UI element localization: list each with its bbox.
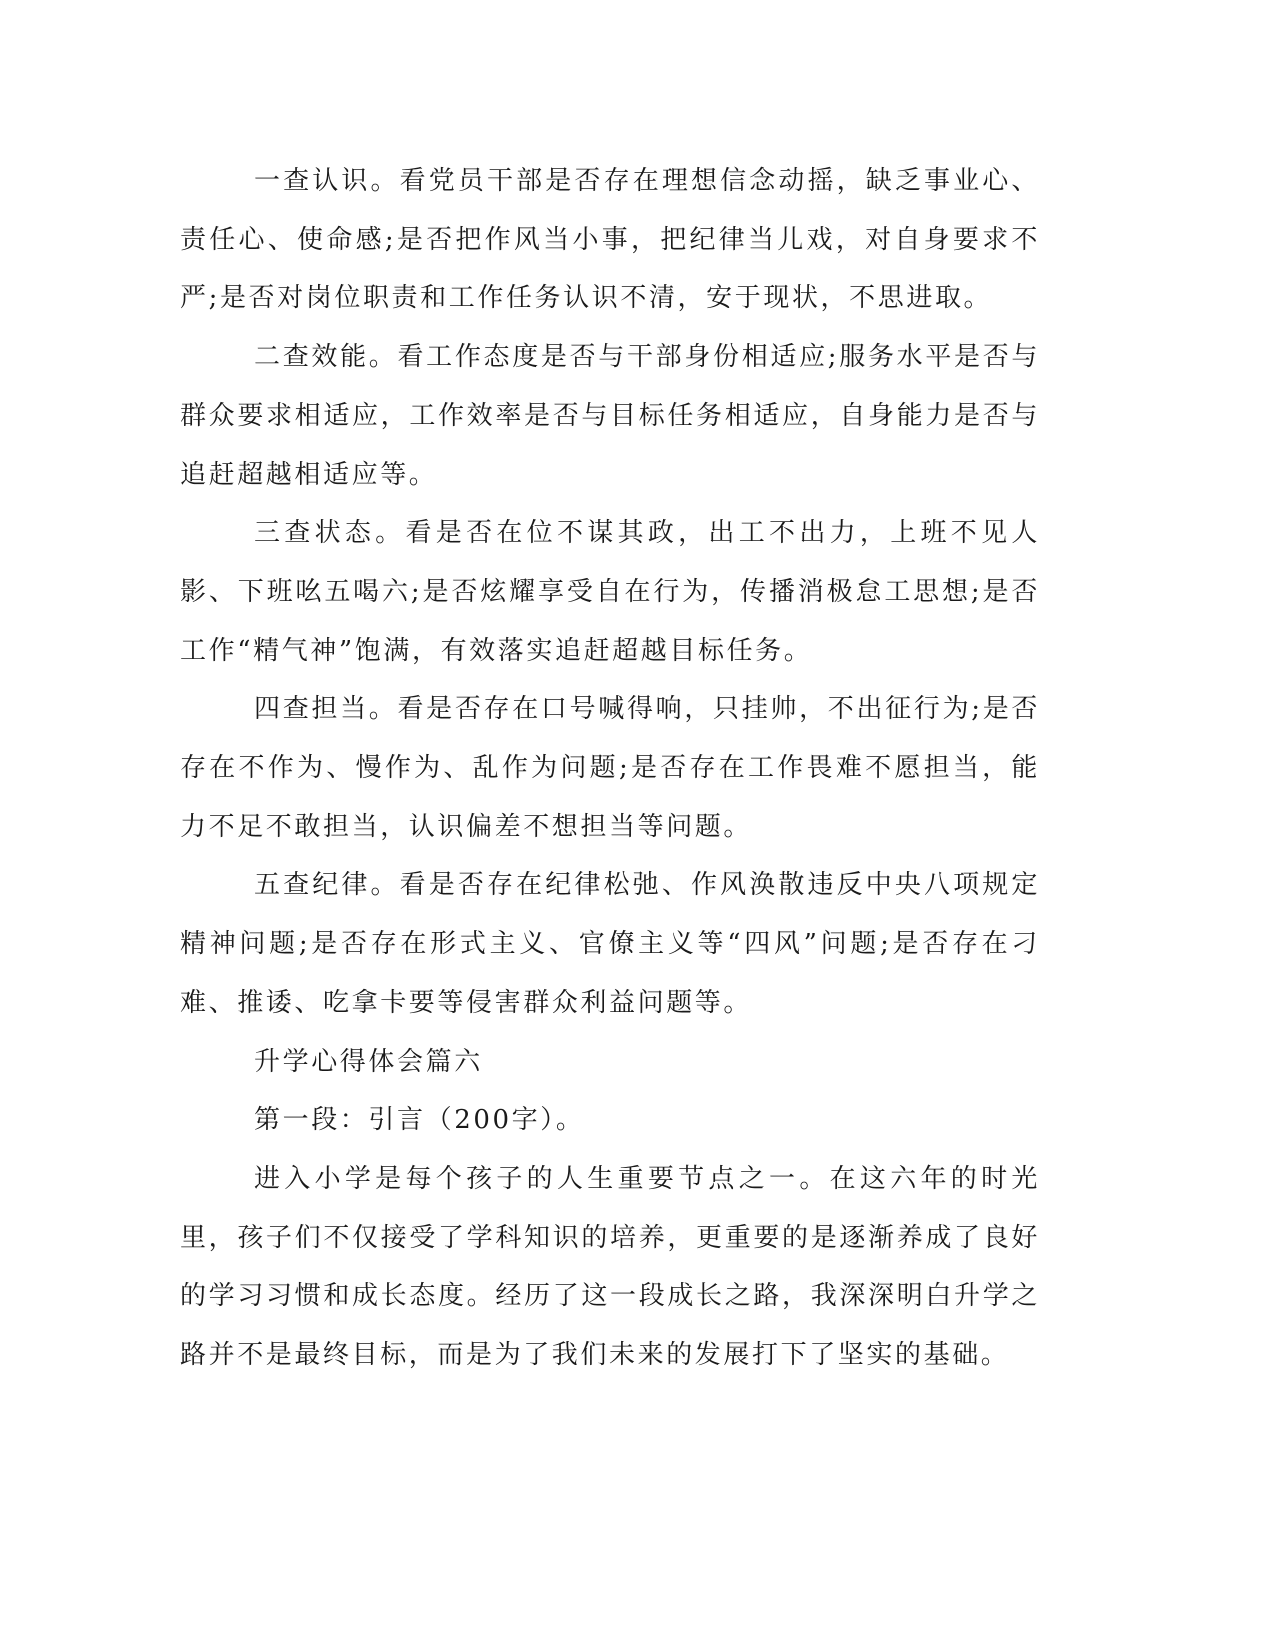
document-body bbox=[180, 152, 1040, 1385]
paragraph-check-responsibility: 四查担当。看是否存在口号喊得响，只挂帅，不出征行为;是否存在不作为、慢作为、乱作为问题;是否存在工作畏难不愿担当，能力不足不敢担当，认识偏差不想担当等问题。 bbox=[180, 694, 1040, 842]
paragraph-check-awareness: 一查认识。看党员干部是否存在理想信念动摇，缺乏事业心、责任心、使命感;是否把作风当小事，把纪律当儿戏，对自身要求不严;是否对岗位职责和工作任务认识不清，安于现状，不思进取。 bbox=[180, 166, 1040, 314]
paragraph-check-state: 三查状态。看是否在位不谋其政，出工不出力，上班不见人影、下班吆五喝六;是否炫耀享受自在行为，传播消极怠工思想;是否工作“精气神”饱满，有效落实追赶超越目标任务。 bbox=[180, 518, 1040, 666]
paragraph-check-discipline: 五查纪律。看是否存在纪律松弛、作风涣散违反中央八项规定精神问题;是否存在形式主义、官僚主义等“四风”问题;是否存在刁难、推诿、吃拿卡要等侵害群众利益问题等。 bbox=[180, 870, 1040, 1018]
subsection-heading: 第一段：引言（200字）。 bbox=[254, 1105, 585, 1136]
section-heading: 升学心得体会篇六 bbox=[254, 1046, 483, 1077]
paragraph-introduction: 进入小学是每个孩子的人生重要节点之一。在这六年的时光里，孩子们不仅接受了学科知识的培养，更重要的是逐渐养成了良好的学习习惯和成长态度。经历了这一段成长之路，我深深明白升学之路并不是最终目标，而是为了我们未来的发展打下了坚实的基础。 bbox=[180, 1163, 1040, 1371]
paragraph-check-efficiency: 二查效能。看工作态度是否与干部身份相适应;服务水平是否与群众要求相适应，工作效率是否与目标任务相适应，自身能力是否与追赶超越相适应等。 bbox=[180, 342, 1040, 490]
